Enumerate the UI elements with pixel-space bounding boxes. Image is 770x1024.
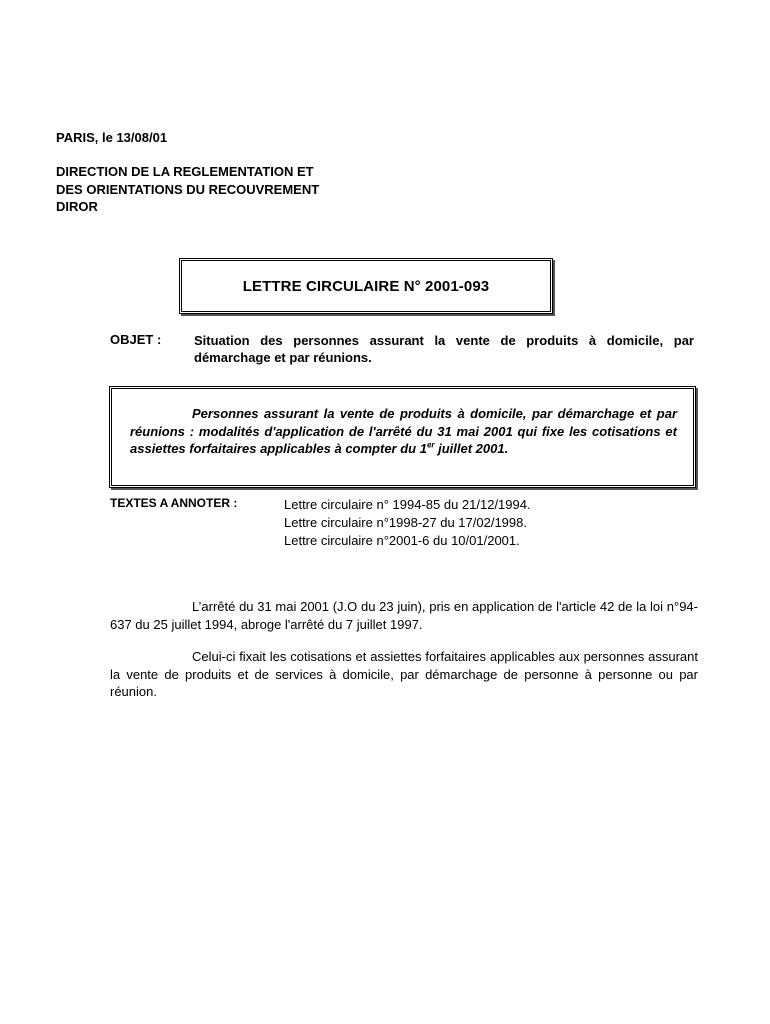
summary-text (130, 405, 677, 458)
summary-text-end: juillet 2001. (434, 441, 509, 456)
summary-superscript: er (426, 440, 435, 450)
objet-label: OBJET : (110, 332, 162, 347)
body-paragraph: Celui-ci fixait les cotisations et assiettes forfaitaires applicables aux personnes assurant la vente de produits et de services à domicile, par démarchage de personne à personne ou par réunion. (110, 649, 698, 699)
summary-text-main: Personnes assurant la vente de produits à domicile, par démarchage et par réunions : modalités d'application de l'arrêté du 31 mai 2001 qui fixe les cotisations et assiettes forfaitaires applicables à compter du 1 (130, 406, 677, 456)
reference-item: Lettre circulaire n°1998-27 du 17/02/1998. (284, 515, 527, 530)
issuing-direction (56, 163, 319, 216)
textes-a-annoter-label: TEXTES A ANNOTER : (110, 496, 238, 510)
title-box (179, 258, 553, 314)
textes-a-annoter-list (284, 496, 531, 550)
direction-line: DES ORIENTATIONS DU RECOUVREMENT (56, 181, 320, 197)
direction-line: DIRECTION DE LA REGLEMENTATION ET (56, 164, 314, 179)
summary-box (109, 386, 696, 488)
objet-text: Situation des personnes assurant la vente de produits à domicile, par démarchage et par réunions. (194, 333, 694, 365)
reference-item: Lettre circulaire n° 1994-85 du 21/12/1994. (284, 497, 531, 512)
direction-line: DIROR (56, 199, 98, 214)
document-title: LETTRE CIRCULAIRE N° 2001-093 (242, 277, 490, 295)
body-paragraph: L’arrêté du 31 mai 2001 (J.O du 23 juin), pris en application de l'article 42 de la loi n°94-637 du 25 juillet 1994, abroge l'arrêté du 7 juillet 1997. (110, 599, 698, 632)
reference-item: Lettre circulaire n°2001-6 du 10/01/2001. (284, 533, 520, 548)
date-line: PARIS, le 13/08/01 (56, 130, 168, 145)
